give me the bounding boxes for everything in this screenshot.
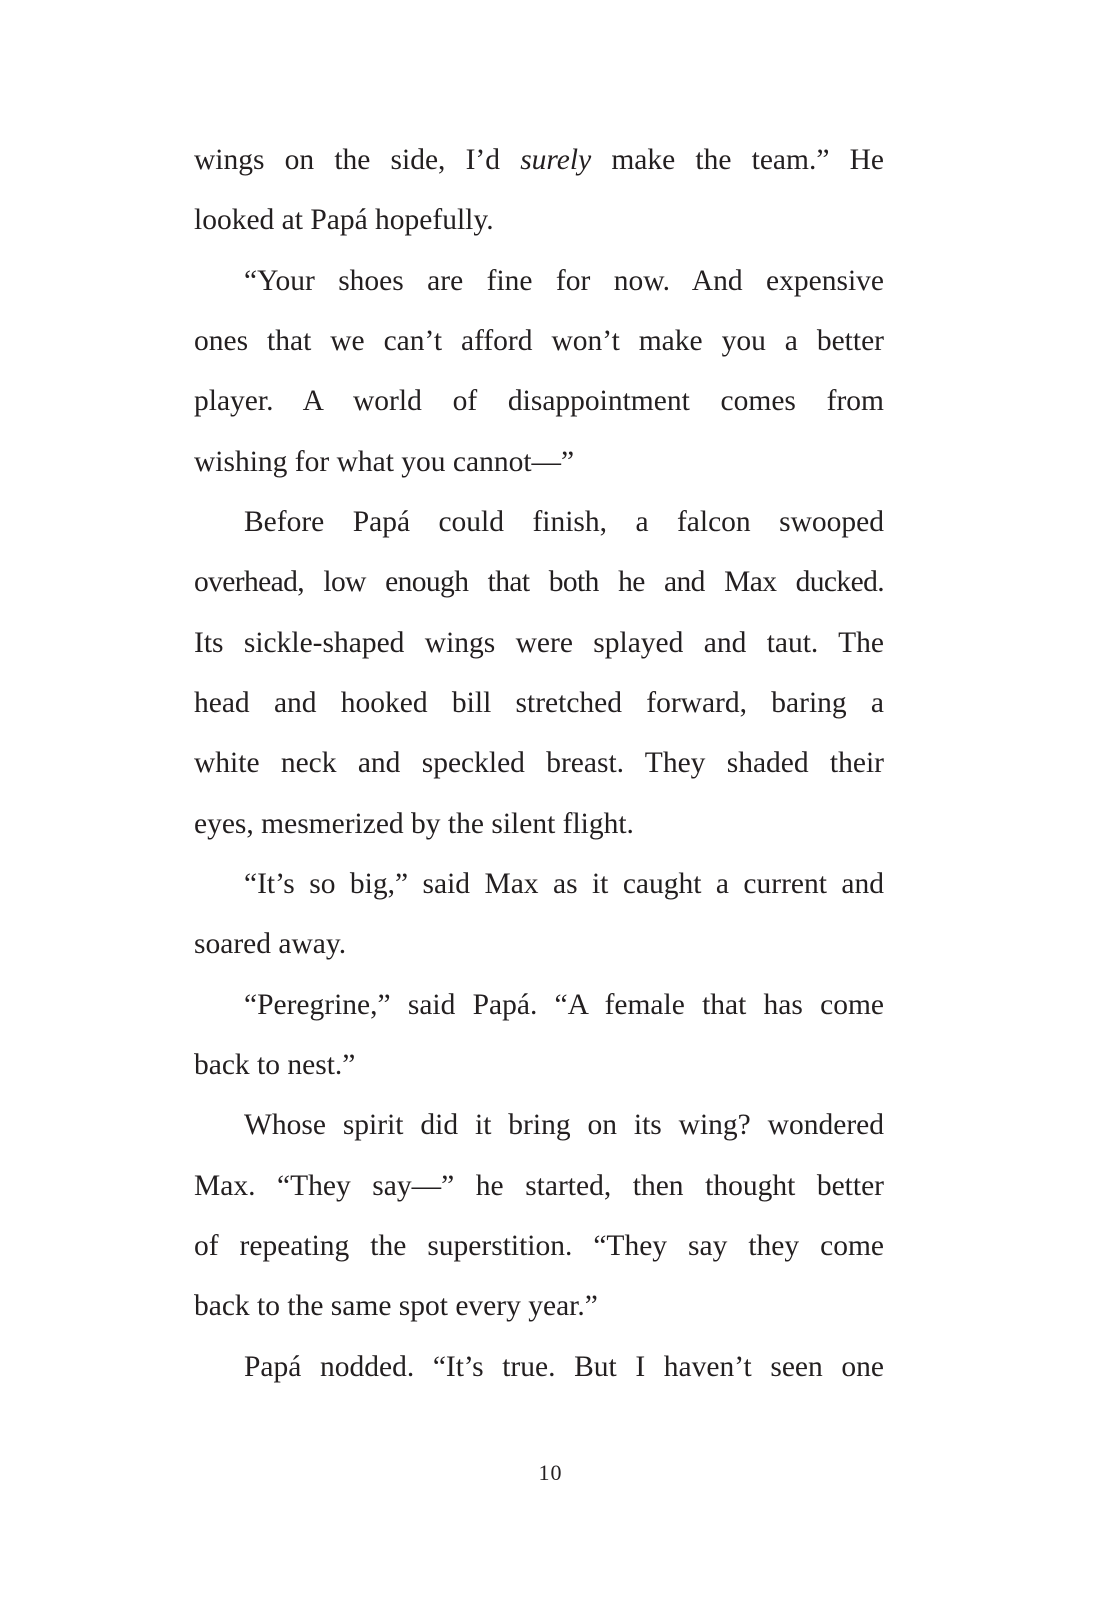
- text-line: wings on the side, I’d surely make the team.” He: [194, 144, 884, 176]
- text-line: Whose spirit did it bring on its wing? wondered: [244, 1109, 884, 1141]
- text-line: looked at Papá hopefully.: [194, 204, 494, 236]
- text-line: wishing for what you cannot—”: [194, 446, 575, 478]
- text-line: of repeating the superstition. “They say they come: [194, 1230, 884, 1262]
- text-line: eyes, mesmerized by the silent flight.: [194, 808, 634, 840]
- text-line: “Your shoes are fine for now. And expensive: [244, 265, 884, 297]
- text-line: Its sickle-shaped wings were splayed and taut. The: [194, 627, 884, 659]
- text-line: Max. “They say—” he started, then thought better: [194, 1170, 884, 1202]
- text-line: “It’s so big,” said Max as it caught a current and: [244, 868, 884, 900]
- text-line: white neck and speckled breast. They shaded their: [194, 747, 884, 779]
- text-line: Before Papá could finish, a falcon swooped: [244, 506, 884, 538]
- text-line: back to the same spot every year.”: [194, 1290, 598, 1322]
- text-line: player. A world of disappointment comes from: [194, 385, 884, 417]
- text-line: “Peregrine,” said Papá. “A female that has come: [244, 989, 884, 1021]
- text-line: Papá nodded. “It’s true. But I haven’t seen one: [244, 1351, 884, 1383]
- text-line: back to nest.”: [194, 1049, 356, 1081]
- text-line: soared away.: [194, 928, 347, 960]
- text-line: overhead, low enough that both he and Max ducked.: [194, 566, 884, 598]
- page-number: 10: [538, 1460, 563, 1485]
- emphasis: surely: [520, 144, 592, 176]
- text-line: ones that we can’t afford won’t make you a better: [194, 325, 884, 357]
- text-line: head and hooked bill stretched forward, baring a: [194, 687, 884, 719]
